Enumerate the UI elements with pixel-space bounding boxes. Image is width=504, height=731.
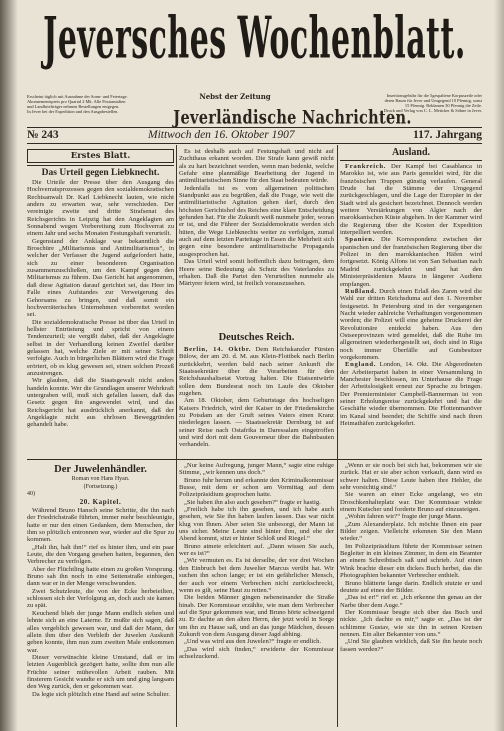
column-right-lower	[340, 462, 482, 727]
novel-paragraph: Dieser verwünschte kleine Umstand, daß er im letzten Augenblick gezögert hatte, sollte ihm nun alle Früchte seiner mühevollen Arbeit rauben. Mit finsterem Gesicht wandte er sich um und ging langsam den Weg zurück, den er gekommen war.	[27, 653, 174, 691]
subscription-info-line: und Landbriefträger nehmen Bestellungen entgegen.	[27, 104, 120, 109]
ausland-headline: Ausland.	[340, 146, 482, 161]
novel-paragraph: Im Polizeipräsidium führte der Kommissar seinen Begleiter in ein kleines Zimmer, in dem ein Beamter an einem Schreibtisch saß und schrieb. Auf einen Wink brachte dieser ein dickes Buch herbei, das die Photographien bekannter Verbrecher enthielt.	[340, 542, 482, 580]
column-rule	[176, 145, 177, 727]
reich-headline: Deutsches Reich.	[218, 332, 295, 343]
novel-paragraph: „Das wird sich finden,“ erwiderte der Kommissar achselzuckend.	[179, 645, 334, 660]
column-left-lower	[27, 461, 174, 727]
news-item	[179, 346, 334, 397]
article-paragraph: Es ist deshalb auch auf Festungshaft und nicht auf Zuchthaus erkannt worden. Die Strafe kann gewiß nicht als zu hart bezeichnet werden, wenn man bedenkt, welche Gefahr eine planmäßige Bearbeitung der Jugend in antimilitaristischem Sinne für den Staat bedeuten würde.	[179, 148, 334, 185]
country-label: Spanien.	[345, 236, 375, 244]
supplement-prefix: Nebst der Zeitung	[199, 92, 271, 101]
subscription-info	[27, 94, 167, 114]
novel-paragraph: Aber der Flüchtling hatte einen zu großen Vorsprung. Bruno sah ihn noch in eine Seitenstraße einbiegen, dann war er in der Menge verschwunden.	[27, 565, 174, 588]
section-rule	[27, 165, 174, 166]
ausland-body	[340, 163, 482, 457]
article-continuation	[179, 146, 334, 328]
news-text: London, 14. Okt. Die Abgeordneten der Arbeiterpartei haben in einer Versammlung in Manchester beschlossen, im Unterhause die Frage der Arbeitslosigkeit erneut zur Sprache zu bringen. Der Premierminister Campbell-Bannerman ist von seiner Erholungsreise zurückgekehrt und hat die Geschäfte wieder übernommen. Die Flottenmanöver im Kanal sind beendet; die Schiffe sind nach ihren Heimathäfen zurückgekehrt.	[340, 361, 482, 428]
article-paragraph: Das Urteil wird somit hoffentlich dazu beitragen, dem Heere seine Bedeutung als Schutz des Vaterlandes zu erhalten. Daß die Partei den Verurteilten nunmehr als Märtyrer feiern wird, ist freilich vorauszusehen.	[179, 258, 334, 288]
novel-paragraph: Bruno fuhr herum und erkannte den Kriminalkommissar Busse, mit dem er schon am Vormittag auf dem Polizeipräsidium gesprochen hatte.	[179, 476, 334, 499]
novel-paragraph: Bruno atmete erleichtert auf. „Dann wissen Sie auch, wer es ist?“	[179, 542, 334, 558]
article-paragraph: Jedenfalls ist es vom allgemeinen politischen Standpunkt aus zu begrüßen, daß die Frage, wie weit die antimilitaristische Agitation gehen darf, durch den höchsten Gerichtshof des Reiches eine klare Entscheidung gefunden hat. Für die Zukunft weiß nunmehr jeder, woran er ist, und die Führer der Sozialdemokratie werden sich hüten, die Wege Liebknechts weiter zu verfolgen, zumal auch auf dem letzten Parteitage in Essen die Mehrheit sich gegen eine besondere antimilitaristische Propaganda ausgesprochen hat.	[179, 184, 334, 258]
novel-paragraph: „Sie haben ihn also auch gesehen?“ fragte er hastig.	[184, 498, 321, 506]
novel-paragraph: Während Bruno Hansch seine Schritte, die ihn nach der Friedrichstraße führten, immer mehr beschleunigte, hatte er nur den einen Gedanken, dem Menschen, der ihm so plötzlich entronnen war, wieder auf die Spur zu kommen.	[27, 507, 174, 544]
novel-paragraph: „Das ist er!“ rief er. „Ich erkenne ihn genau an der Narbe über dem Auge.“	[340, 594, 482, 609]
novel-paragraph: „Freilich habe ich ihn gesehen, und ich habe auch gesehen, wie Sie ihn haben laufen lassen. Das war nicht klug von Ihnen. Aber seien Sie unbesorgt, der Mann ist uns sicher. Meine Leute sind hinter ihm, und ehe der Abend kommt, sitzt er hinter Schloß und Riegel.“	[179, 506, 334, 543]
edge-shadow	[494, 0, 504, 731]
article-headline: Das Urteil gegen Liebknecht.	[41, 168, 160, 178]
novel-continued: (Fortsetzung.)	[83, 483, 118, 490]
novel-paragraph: „Nur keine Aufregung, junger Mann,“ sagte eine ruhige Stimme, „wir kennen uns doch.“	[179, 462, 334, 477]
novel-paragraph: „Und Sie glauben wirklich, daß Sie ihn heute noch fassen werden?“	[340, 638, 482, 653]
novel-paragraph: „Halt ihn, halt ihn!“ rief es hinter ihm, und ein paar Leute, die den Vorgang gesehen hatten, begannen, den Verbrecher zu verfolgen.	[27, 543, 174, 566]
advertising-info-line: deren Raum für Jever und Umgegend 10 Pfennig, sonst	[384, 98, 482, 103]
novel-paragraph: Bruno blätterte lange darin. Endlich stutzte er und deutete auf eines der Bilder.	[340, 579, 482, 594]
novel-paragraph: „Wohin fahren wir?“ fragte der junge Mann.	[345, 513, 463, 521]
novel-paragraph: Zwei Schutzleute, die von der Ecke herbeieilten, schlossen sich der Verfolgung an, doch auch sie kamen zu spät.	[27, 587, 174, 610]
news-item: Am 18. Oktober, dem Geburtstage des hochseligen Kaisers Friedrich, wird der Kaiser in der Friedenskirche zu Potsdam an der Gruft seines Vaters einen Kranz niederlegen lassen. — Staatssekretär Dernburg ist auf seiner Reise nach Ostafrika in Daressalam eingetroffen und wird dort mit dem Gouverneur über die Bahnbauten verhandeln.	[179, 397, 334, 449]
advertising-info-line: Druck und Verlag von C. L. Mettcker & Söhne in Jever.	[383, 108, 482, 113]
column-middle-upper	[179, 146, 334, 458]
advertising-info	[348, 93, 482, 113]
novel-instalment: 40)	[27, 491, 35, 497]
advertising-info-line: 15 Pfennig. Reklamen 30 Pfennig die Zeile.	[404, 103, 482, 108]
country-label: Frankreich.	[345, 163, 387, 170]
novel-paragraph: Sie waren an einer Ecke angelangt, wo ein Droschkenhalteplatz war. Der Kommissar winkte einem Kutscher und forderte Bruno auf einzusteigen.	[340, 491, 482, 514]
dateline-rule	[27, 143, 482, 144]
reich-body	[179, 346, 334, 458]
novel-title: Der Juwelenhändler.	[54, 464, 147, 475]
news-item	[340, 163, 482, 236]
news-text: Der Kampf bei Casablanca in Marokko ist, wie aus Paris gemeldet wird, für die französischen Truppen günstig verlaufen. General Drude hat die Stämme der Umgegend zurückgeschlagen, und die Lage der Europäer in der Stadt wird als gesichert bezeichnet. Dennoch werden weitere Verstärkungen von Algier nach der marokkanischen Küste abgehen. In der Kammer wird die Regierung über die Kosten der Expedition interpelliert werden.	[340, 163, 482, 237]
novel-paragraph: Da legte sich plötzlich eine Hand auf seine Schulter.	[32, 690, 170, 698]
article-paragraph: Die Urteile der Presse über den Ausgang des Hochverratsprozesses gegen den sozialdemokratischen Rechtsanwalt Dr. Karl Liebknecht lauten, wie nicht anders zu erwarten war, sehr verschieden. Der vereinigte zweite und dritte Strafsenat des Reichsgerichts in Leipzig hat den Angeklagten am Sonnabend wegen Vorbereitung zum Hochverrat zu einem Jahr und sechs Monaten Festungshaft verurteilt.	[27, 179, 174, 238]
issue-number: № 243	[27, 129, 59, 141]
novel-paragraph: „Wenn er sie noch bei sich hat, bekommen wir sie zurück. Hat er sie aber schon verkauft, dann wird es schwer halten. Diese Leute haben ihre Hehler, die sehr vorsichtig sind.“	[340, 462, 482, 492]
news-text: Durch einen Erlaß des Zaren wird die Wahl zur dritten Reichsduma auf den 1. November festgesetzt. In Petersburg sind in der vergangenen Nacht wieder zahlreiche Verhaftungen vorgenommen worden; die Polizei will eine geheime Druckerei der Revolutionäre entdeckt haben. Aus den Ostseeprovinzen wird gemeldet, daß die Ruhe im allgemeinen wiederhergestellt sei, doch sind in Riga noch immer Überfälle auf Gutsbesitzer vorgekommen.	[340, 287, 482, 361]
news-item	[340, 361, 482, 427]
novel-paragraph: Keuchend blieb der junge Mann endlich stehen und lehnte sich an eine Laterne. Er mußte sich sagen, daß alles vergeblich gewesen war, und daß der Mann, der allein ihm über den Verbleib der Juwelen Auskunft geben konnte, ihm nun zum zweiten Male entkommen war.	[27, 609, 174, 654]
novel-paragraph: Die beiden Männer gingen nebeneinander die Straße hinab. Der Kommissar erzählte, wie man dem Verbrecher auf die Spur gekommen war, und Bruno hörte schweigend zu. Er dachte an den alten Herrn, der jetzt wohl in Sorge um ihn zu Hause saß, und an das junge Mädchen, dessen Zukunft von dem Ausgang dieser Jagd abhing.	[179, 594, 334, 638]
column-right-upper	[340, 146, 482, 458]
section-label: Erstes Blatt.	[27, 149, 174, 163]
binding-shadow	[0, 0, 18, 731]
column-left-upper	[27, 146, 174, 458]
novel-byline: Roman von Hans Hyan.	[71, 476, 130, 482]
news-dateline: Berlin, 14. Oktbr.	[184, 346, 252, 353]
country-label: England.	[345, 361, 377, 369]
masthead-rule	[27, 127, 482, 128]
article-paragraph: Die sozialdemokratische Presse ist über das Urteil in hellster Entrüstung und spricht von einem Tendenzurteil; sie vergißt dabei, daß der Angeklagte selbst in der Verhandlung keinen Zweifel darüber gelassen hat, welche Ziele er mit seiner Schrift verfolgte. Auch in bürgerlichen Blättern wird die Frage erörtert, ob es klug gewesen sei, einen solchen Prozeß anzustrengen.	[27, 318, 174, 377]
subscription-info-line: Erscheint täglich mit Ausnahme der Sonn- und Feiertage.	[27, 94, 128, 99]
article-paragraph: Gegenstand der Anklage war bekanntlich die Broschüre „Militarismus und Antimilitarismus“, in welcher der Verfasser die Jugend aufgefordert hatte, sich zu einer besonderen Organisation zusammenzuschließen, um den Kampf gegen den Militarismus zu führen. Das Gericht hat angenommen, daß diese Agitation darauf gerichtet sei, das Heer im Falle eines Aufstandes zur Verweigerung des Gehorsams zu bringen, und daß somit ein hochverräterisches Unternehmen vorbereitet worden sei.	[27, 237, 174, 319]
novel-paragraph: „Zum Alexanderplatz. Ich möchte Ihnen ein paar Bilder zeigen. Vielleicht erkennen Sie den Mann wieder.“	[340, 520, 482, 543]
news-text: Die Korrespondenz zwischen der spanischen und der französischen Regierung über die Polizei in den marokkanischen Häfen wird fortgesetzt. König Alfons ist von San Sebastian nach Madrid zurückgekehrt und hat den Ministerpräsidenten Maura in längerer Audienz empfangen.	[340, 236, 482, 288]
issue-volume: 117. Jahrgang	[412, 129, 482, 141]
novel-chapter: 20. Kapitel.	[79, 498, 122, 506]
article-paragraph: Wir glauben, daß die Staatsgewalt nicht anders handeln konnte. Wer die Grundlagen unserer Wehrkraft untergraben will, muß sich gefallen lassen, daß das Gesetz gegen ihn angewendet wird, und das Reichsgericht hat ausdrücklich anerkannt, daß der Angeklagte nicht aus ehrlosen Beweggründen gehandelt habe.	[27, 377, 174, 429]
subscription-info-line: In Jever bei der Expedition und den Ausgabestellen.	[27, 109, 119, 114]
novel-paragraph: Der Kommissar beugte sich über das Buch und nickte. „Ich dachte es mir,“ sagte er. „Das ist der schlimme Gustav, wie sie ihn in seinen Kreisen nennen. Ein alter Bekannter von uns.“	[340, 608, 482, 638]
novel-body	[27, 507, 174, 727]
news-item	[340, 288, 482, 361]
column-middle-lower	[179, 462, 334, 727]
news-item	[340, 236, 482, 287]
article-body	[27, 179, 174, 458]
novel-paragraph: „Und was wird aus den Juwelen?“ fragte er endlich.	[184, 638, 322, 646]
subscription-info-line: Abonnementspreis pro Quartal 2 Mk. Alle Postanstalten	[27, 99, 126, 104]
novel-paragraph: „Wir vermuten es. Es ist derselbe, der vor drei Wochen den Einbruch bei dem Juwelier Marcus verübt hat. Wir suchen ihn schon lange; er ist ein gefährlicher Mensch, der auch vor einem Verbrechen nicht zurückschreckt, wenn es gilt, seine Haut zu retten.“	[179, 557, 334, 594]
issue-date: Mittwoch den 16. Oktober 1907	[148, 129, 295, 141]
advertising-info-line: Insertionsgebühr für die 5gespaltene Korpuszeile oder	[386, 93, 482, 98]
masthead-title: Jeversches Wochenblatt.	[43, 6, 466, 73]
news-text: Dem Reichskanzler Fürsten Bülow, der am 20. d. M. aus Klein-Flottbek nach Berlin zurückkehrt, werden bald nach seiner Ankunft die Staatssekretäre über die Vorarbeiten für den Reichshaushaltsetat Vortrag halten. Die Etatsentwürfe sollen dem Bundesrat noch im Laufe des Oktober zugehen.	[179, 346, 334, 398]
feuilleton-rule	[27, 459, 482, 460]
country-label: Rußland.	[345, 287, 377, 295]
supplement-title: Jeverländische Nachrichten.	[173, 106, 412, 129]
column-rule	[337, 145, 338, 727]
